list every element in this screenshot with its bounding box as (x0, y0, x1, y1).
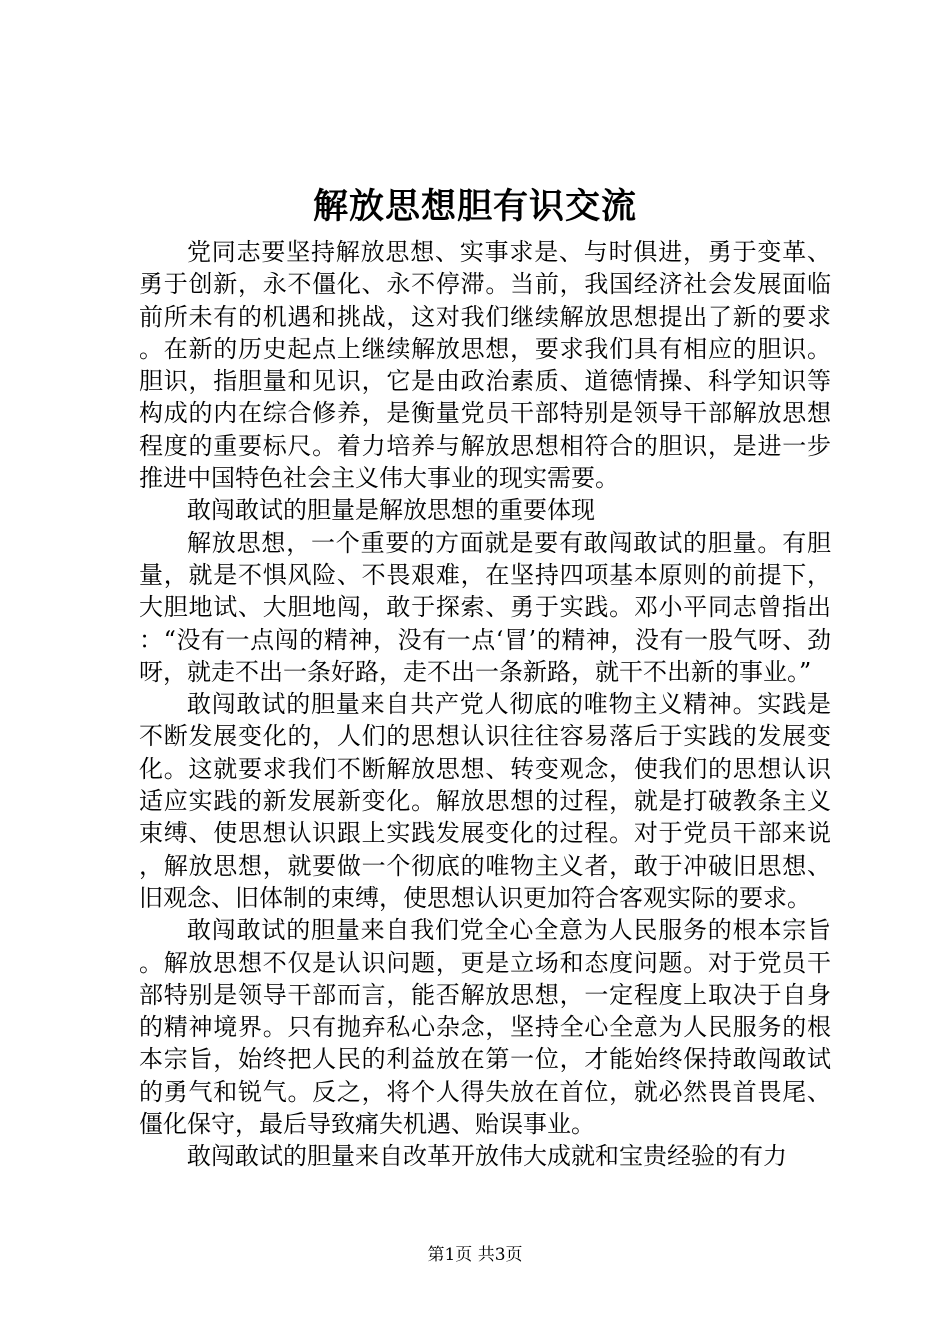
document-title: 解放思想胆有识交流 (312, 186, 637, 227)
paragraph-reform: 敢闯敢试的胆量来自改革开放伟大成就和宝贵经验的有力 (187, 1142, 787, 1171)
section-heading: 敢闯敢试的胆量是解放思想的重要体现 (187, 496, 595, 525)
paragraph-materialism: 敢闯敢试的胆量来自共产党人彻底的唯物主义精神。实践是不断发展变化的，人们的思想认识往往容易落后于实践的发展变化。这就要求我们不断解放思想、转变观念，使我们的思想认识适应实践的新发展新变化。解放思想的过程，就是打破教条主义束缚、使思想认识跟上实践发展变化的过程。对于党员干部来说，解放思想，就要做一个彻底的唯物主义者，敢于冲破旧思想、旧观念、旧体制的束缚，使思想认识更加符合客观实际的要求。 (139, 690, 831, 912)
paragraph-service: 敢闯敢试的胆量来自我们党全心全意为人民服务的根本宗旨。解放思想不仅是认识问题，更是立场和态度问题。对于党员干部特别是领导干部而言，能否解放思想，一定程度上取决于自身的精神境界。只有抛弃私心杂念，坚持全心全意为人民服务的根本宗旨，始终把人民的利益放在第一位，才能始终保持敢闯敢试的勇气和锐气。反之，将个人得失放在首位，就必然畏首畏尾、僵化保守，最后导致痛失机遇、贻误事业。 (139, 916, 831, 1139)
paragraph-courage: 解放思想，一个重要的方面就是要有敢闯敢试的胆量。有胆量，就是不惧风险、不畏艰难，在坚持四项基本原则的前提下，大胆地试、大胆地闯，敢于探索、勇于实践。邓小平同志曾指出：“没有一点闯的精神，没有一点‘冒’的精神，没有一股气呀、劲呀，就走不出一条好路，走不出一条新路，就干不出新的事业。” (139, 528, 831, 686)
document-body (139, 236, 831, 1173)
page-footer: 第1页 共3页 (427, 1245, 523, 1265)
paragraph-intro: 党同志要坚持解放思想、实事求是、与时俱进，勇于变革、勇于创新，永不僵化、永不停滞。当前，我国经济社会发展面临前所未有的机遇和挑战，这对我们继续解放思想提出了新的要求。在新的历史起点上继续解放思想，要求我们具有相应的胆识。胆识，指胆量和见识，它是由政治素质、道德情操、科学知识等构成的内在综合修养，是衡量党员干部特别是领导干部解放思想程度的重要标尺。着力培养与解放思想相符合的胆识，是进一步推进中国特色社会主义伟大事业的现实需要。 (139, 238, 831, 493)
